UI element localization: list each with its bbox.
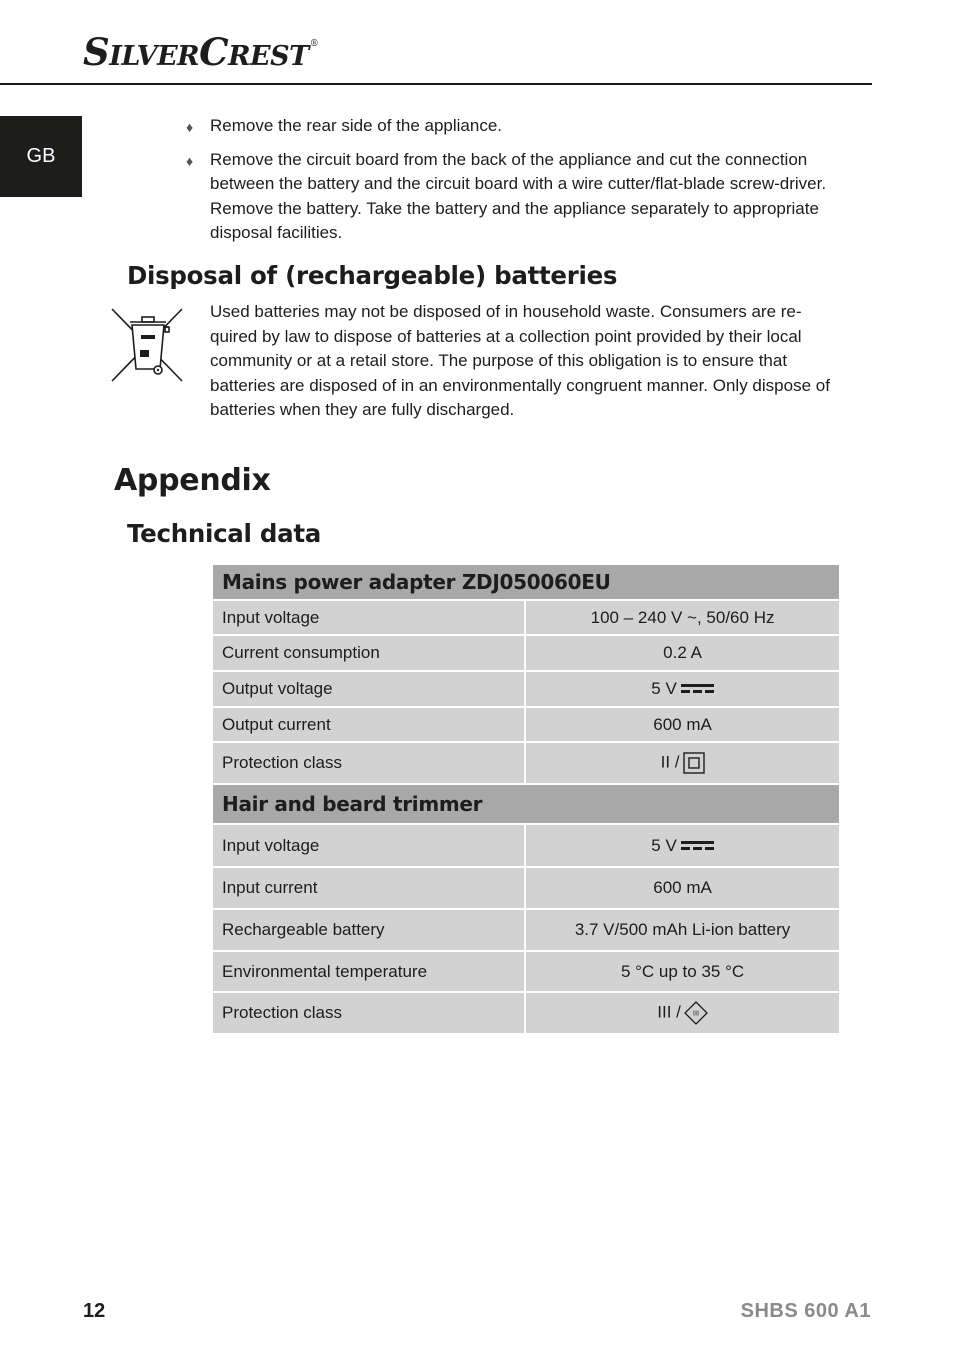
svg-text:III: III	[692, 1009, 699, 1018]
row-label: Protection class	[212, 742, 525, 784]
row-label: Output current	[212, 707, 525, 742]
list-item	[186, 114, 836, 139]
row-label: Input voltage	[212, 600, 525, 635]
row-label: Protection class	[212, 992, 525, 1034]
direct-current-icon	[681, 840, 714, 851]
row-value: 600 mA	[525, 707, 840, 742]
diamond-bullet-icon: ♦	[186, 152, 194, 169]
row-value: 100 – 240 V ~, 50/60 Hz	[525, 600, 840, 635]
list-item-text: Remove the rear side of the appliance.	[210, 116, 503, 135]
row-value: 600 mA	[525, 867, 840, 909]
diamond-bullet-icon: ♦	[186, 119, 194, 135]
table-section-header	[212, 564, 840, 600]
disposal-heading: Disposal of (rechargeable) batteries	[127, 261, 618, 290]
table-row	[212, 600, 840, 635]
appendix-heading: Appendix	[114, 463, 271, 498]
section-title: Hair and beard trimmer	[212, 784, 840, 824]
registered-mark: ®	[309, 39, 319, 49]
brand-logo: SILVERCREST®	[83, 30, 319, 74]
row-value: 0.2 A	[525, 635, 840, 671]
row-value: 5 V	[651, 679, 677, 698]
table-row	[212, 742, 840, 784]
table-row	[212, 909, 840, 951]
row-label: Environmental temperature	[212, 951, 525, 992]
table-row	[212, 671, 840, 707]
row-label: Output voltage	[212, 671, 525, 707]
row-value: 3.7 V/500 mAh Li-ion battery	[525, 909, 840, 951]
row-label: Current consumption	[212, 635, 525, 671]
row-value-cell	[525, 671, 840, 707]
technical-data-heading: Technical data	[127, 519, 321, 548]
row-label: Rechargeable battery	[212, 909, 525, 951]
section-title: Mains power adapter ZDJ050060EU	[212, 564, 840, 600]
header-rule	[0, 83, 872, 85]
row-value: III /	[657, 1002, 681, 1022]
row-value: II /	[660, 752, 680, 772]
table-row	[212, 824, 840, 867]
protection-class-iii-icon	[684, 1001, 708, 1025]
model-number: SHBS 600 A1	[740, 1300, 871, 1322]
row-value: 5 °C up to 35 °C	[525, 951, 840, 992]
direct-current-icon	[681, 683, 714, 694]
list-item	[186, 148, 836, 246]
table-row	[212, 707, 840, 742]
row-label: Input voltage	[212, 824, 525, 867]
table-row	[212, 951, 840, 992]
crossed-out-wheelie-bin-icon	[110, 307, 186, 383]
table-row	[212, 992, 840, 1034]
bullet-list	[186, 114, 836, 255]
page-number: 12	[83, 1300, 106, 1322]
disposal-paragraph: Used batteries may not be disposed of in household waste. Consumers are re-quired by law to dispose of batteries at a collection point provided by their local community or at a retail store. The purpose of this obligation is to ensure that batteries are disposed of in an environmentally congruent manner. Only dispose of batteries when they are fully discharged.	[210, 302, 830, 420]
language-tab: GB	[0, 116, 82, 197]
row-value-cell	[525, 824, 840, 867]
table-section-header	[212, 784, 840, 824]
row-label: Input current	[212, 867, 525, 909]
row-value-cell	[525, 742, 840, 784]
row-value-cell	[525, 992, 840, 1034]
technical-data-table	[211, 563, 841, 1035]
row-value: 5 V	[651, 835, 677, 855]
list-item-text: Remove the circuit board from the back of the appliance and cut the connection between the battery and the circuit board with a wire cutter/flat-blade screw-driver. Remove the battery. Take the battery and the appliance separately to appropriate disposal facilities.	[210, 149, 827, 243]
table-row	[212, 867, 840, 909]
table-row	[212, 635, 840, 671]
protection-class-ii-icon	[683, 752, 705, 774]
